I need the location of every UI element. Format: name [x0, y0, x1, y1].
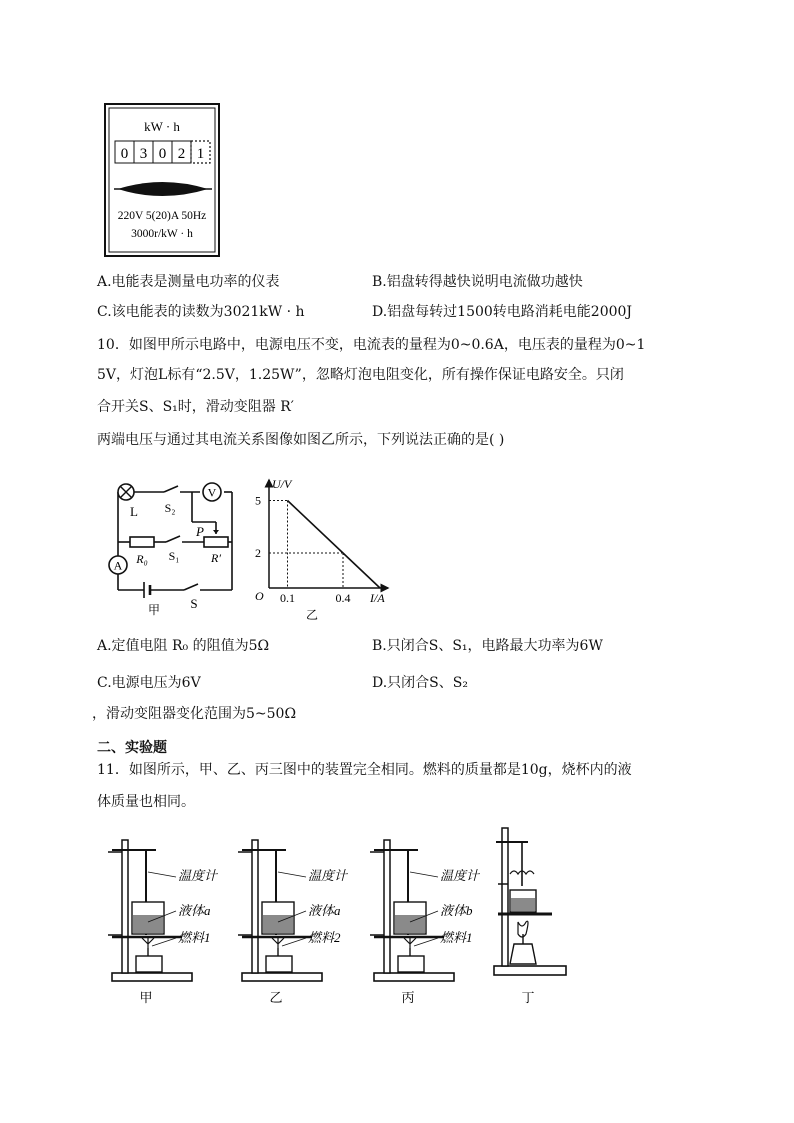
q9-option-c: C.该电能表的读数为3021kW · h [97, 304, 305, 320]
q10-option-a: A.定值电阻 R₀ 的阻值为5Ω [97, 638, 270, 654]
q9-option-d: D.铝盘每转过1500转电路消耗电能2000J [372, 304, 633, 320]
graph-xlabel: I/A [370, 591, 385, 605]
q10-stem-line1: 10．如图甲所示电路中，电源电压不变，电流表的量程为0~0.6A，电压表的量程为0~1 [97, 337, 646, 353]
battery-symbol [144, 582, 150, 598]
apparatus-yi-thermo: 温度计 [308, 868, 348, 883]
apparatus-yi-caption: 乙 [269, 990, 283, 1005]
meter-digit-5: 1 [196, 146, 205, 162]
label-Rp: R′ [211, 551, 221, 565]
graph-y-tick-5: 5 [255, 493, 261, 508]
q9-option-b: B.铝盘转得越快说明电流做功越快 [372, 274, 583, 290]
meter-digit-2: 3 [139, 146, 148, 162]
label-R0: R₀ [136, 552, 148, 566]
voltmeter-label: V [207, 485, 217, 500]
voltmeter-symbol [203, 483, 221, 501]
circuit-caption: 甲 [147, 603, 161, 616]
apparatus-yi [238, 840, 349, 1005]
apparatus-bing-caption: 丙 [401, 990, 415, 1005]
meter-digit-4: 2 [177, 146, 186, 162]
apparatus-ding-caption: 丁 [521, 990, 535, 1005]
apparatus-row [104, 822, 584, 1012]
label-S2: S₂ [164, 501, 176, 515]
graph-y-tick-2: 2 [255, 546, 261, 560]
apparatus-jia-thermo: 温度计 [178, 868, 218, 883]
graph-origin: O [255, 589, 264, 603]
meter-digit-1: 0 [120, 146, 129, 162]
meter-spec-line2: 3000r/kW · h [131, 228, 193, 240]
q11-stem-line1: 11．如图所示，甲、乙、丙三图中的装置完全相同。燃料的质量都是10g，烧杯内的液 [97, 762, 632, 778]
apparatus-jia [108, 840, 219, 1005]
graph-ylabel: U/V [272, 477, 292, 491]
apparatus-jia-liquid: 液体a [178, 903, 211, 918]
apparatus-ding [494, 828, 566, 1005]
apparatus-bing-fuel: 燃料1 [440, 930, 473, 945]
apparatus-yi-fuel: 燃料2 [308, 930, 341, 945]
q10-stem-line4: 两端电压与通过其电流关系图像如图乙所示，下列说法正确的是( ) [97, 432, 505, 448]
apparatus-yi-liquid: 液体a [308, 903, 341, 918]
ui-graph-svg [252, 476, 396, 622]
meter-unit: kW · h [144, 119, 180, 134]
graph-series-line [288, 501, 381, 589]
lamp-symbol [118, 484, 134, 500]
apparatus-jia-caption: 甲 [139, 990, 153, 1005]
graph-x-tick-01: 0.1 [280, 591, 295, 605]
label-S: S [190, 596, 198, 611]
rheostat-slider-arrow [213, 530, 219, 534]
meter-spec-line1: 220V 5(20)A 50Hz [117, 210, 207, 222]
section-heading: 二、实验题 [97, 740, 167, 756]
ui-graph [252, 476, 396, 622]
apparatus-bing-liquid: 液体b [440, 903, 473, 918]
electric-meter-svg [104, 103, 220, 257]
electric-meter-figure [104, 103, 220, 257]
q10-option-d-continued: ，滑动变阻器变化范围为5~50Ω [92, 706, 297, 722]
apparatus-bing [370, 840, 481, 1005]
q9-option-a: A.电能表是测量电功率的仪表 [97, 274, 280, 290]
apparatus-svg [104, 822, 584, 1012]
q10-stem-line3: 合开关S、S₁时，滑动变阻器 R′ [97, 399, 294, 415]
label-L: L [130, 504, 138, 519]
rheostat-rp [204, 537, 228, 547]
ammeter-label: A [113, 558, 123, 573]
ammeter-symbol [109, 556, 127, 574]
label-S1: S₁ [168, 549, 180, 563]
circuit-diagram [104, 476, 240, 616]
graph-caption: 乙 [305, 608, 319, 622]
q10-option-c: C.电源电压为6V [97, 675, 201, 691]
circuit-svg [104, 476, 240, 616]
q11-stem-line2: 体质量也相同。 [97, 794, 195, 810]
q10-option-d: D.只闭合S、S₂ [372, 675, 468, 691]
graph-x-tick-04: 0.4 [335, 591, 351, 605]
resistor-r0 [130, 537, 154, 547]
q10-option-b: B.只闭合S、S₁，电路最大功率为6W [372, 638, 603, 654]
label-P: P [196, 524, 204, 539]
meter-digit-3: 0 [158, 146, 167, 162]
q10-stem-line2: 5V，灯泡L标有“2.5V，1.25W”，忽略灯泡电阻变化，所有操作保证电路安全。只闭 [97, 367, 624, 383]
apparatus-bing-thermo: 温度计 [440, 868, 480, 883]
apparatus-jia-fuel: 燃料1 [178, 930, 211, 945]
